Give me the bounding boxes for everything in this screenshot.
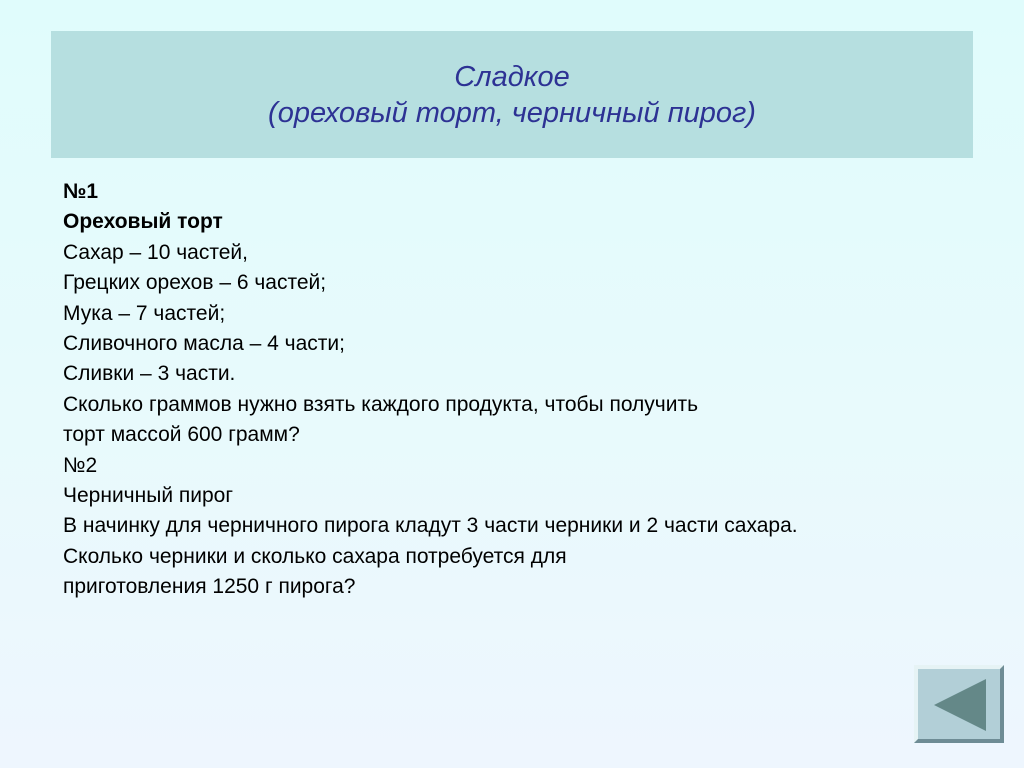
problem-1-line-walnuts: Грецких орехов – 6 частей; (63, 271, 327, 295)
problem-2-statement: В начинку для черничного пирога кладут 3 части черники и 2 части сахара. (63, 514, 798, 538)
problem-1-number: №1 (63, 180, 99, 203)
problem-1-name: Ореховый торт (63, 210, 223, 234)
problem-1-line-sugar: Сахар – 10 частей, (63, 240, 248, 264)
slide-title: Сладкое (454, 61, 570, 93)
problem-2-question-cont: приготовления 1250 г пирога? (63, 575, 356, 599)
back-button[interactable] (914, 665, 1004, 743)
problem-2-question: Сколько черники и сколько сахара потребуется для (63, 544, 567, 568)
problem-1-question-cont: торт массой 600 грамм? (63, 423, 300, 447)
slide-subtitle: (ореховый торт, черничный пирог) (268, 97, 756, 129)
problem-1-question: Сколько граммов нужно взять каждого продукта, чтобы получить (63, 392, 699, 416)
problem-1-line-flour: Мука – 7 частей; (63, 301, 226, 325)
title-box (51, 31, 973, 158)
problem-2-number: №2 (63, 453, 98, 477)
problem-1-line-cream: Сливки – 3 части. (63, 362, 236, 386)
triangle-left-icon (932, 677, 988, 733)
problem-1-line-butter: Сливочного масла – 4 части; (63, 332, 345, 356)
problem-2-name: Черничный пирог (63, 484, 233, 508)
content-body (63, 177, 983, 603)
